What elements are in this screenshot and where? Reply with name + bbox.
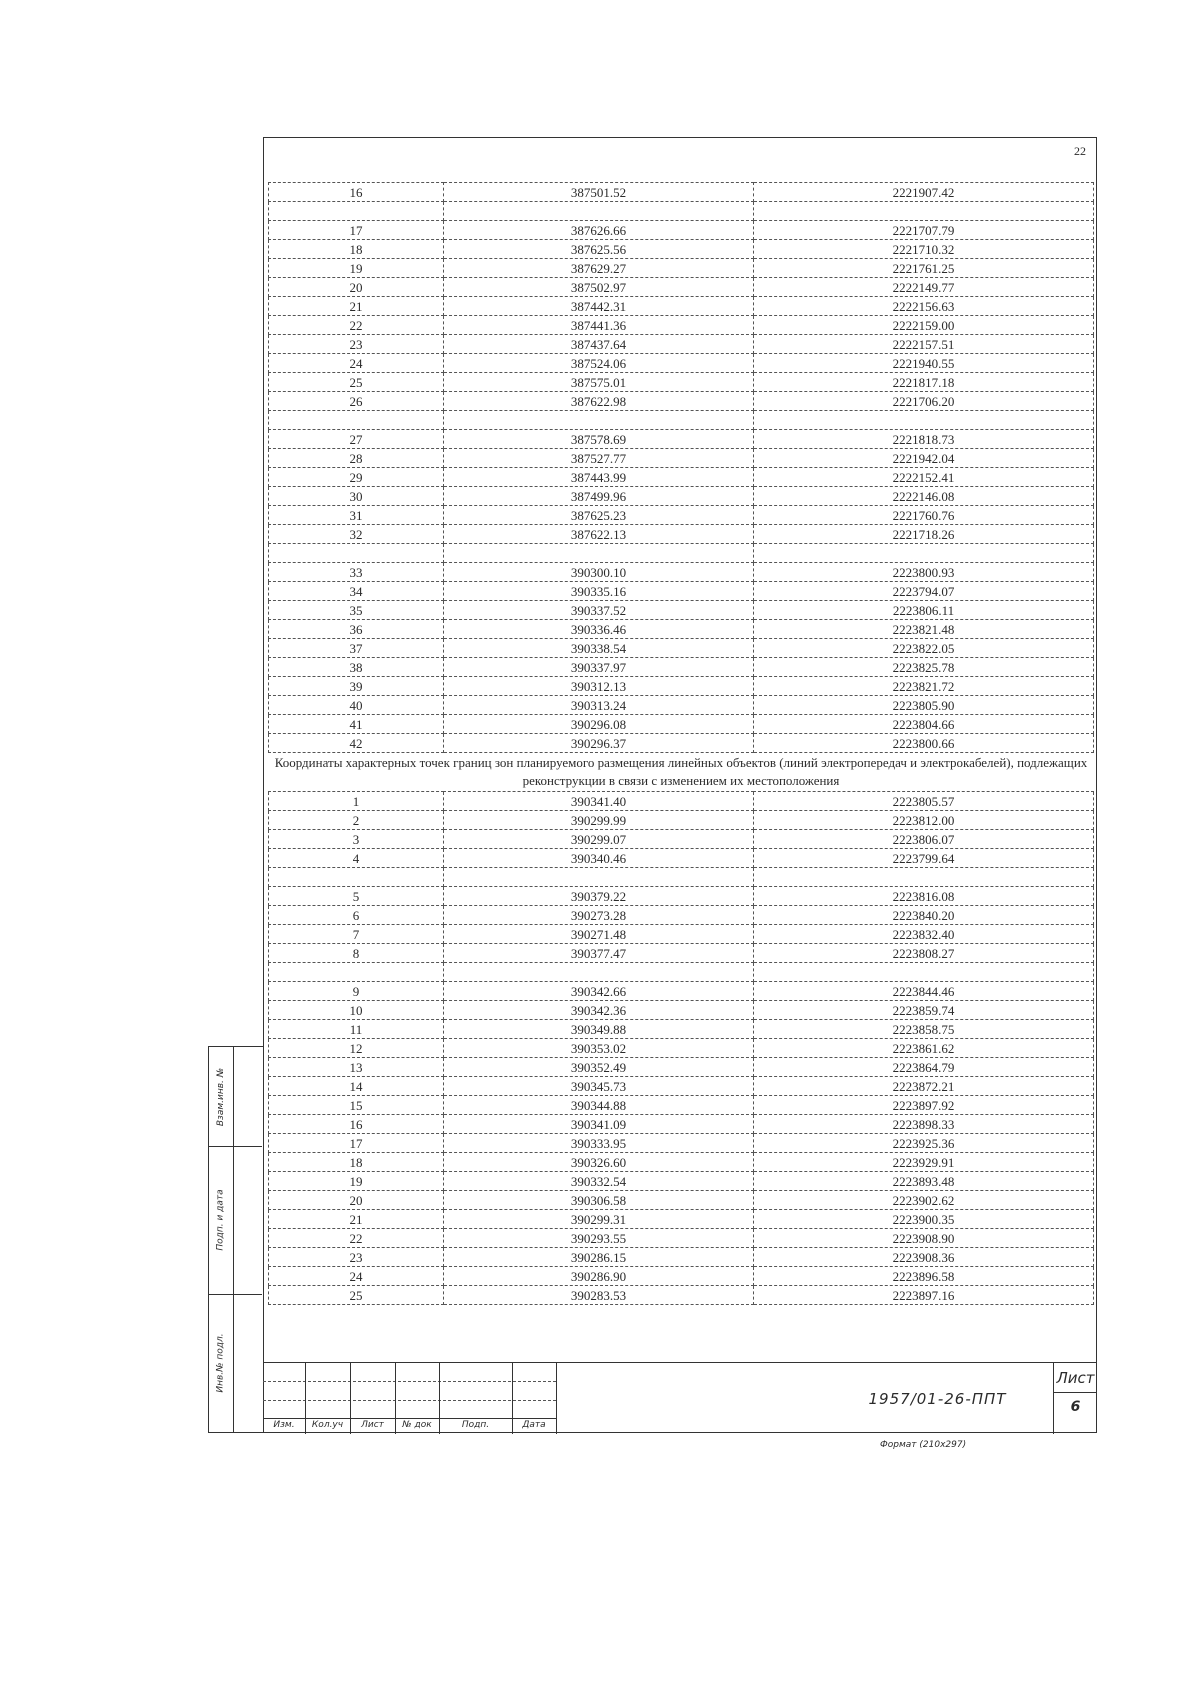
- point-number: 23: [269, 1248, 444, 1267]
- table-row: [269, 183, 1094, 202]
- point-number: 24: [269, 354, 444, 373]
- y-coordinate: 2221760.76: [754, 506, 1094, 525]
- x-coordinate: 390335.16: [444, 582, 754, 601]
- x-coordinate: 390299.99: [444, 811, 754, 830]
- x-coordinate: 390333.95: [444, 1134, 754, 1153]
- x-coordinate: 390313.24: [444, 696, 754, 715]
- table-row: [269, 582, 1094, 601]
- table-row: [269, 563, 1094, 582]
- x-coordinate: 387443.99: [444, 468, 754, 487]
- point-number: 13: [269, 1058, 444, 1077]
- table-row: [269, 1001, 1094, 1020]
- coordinates-table: [268, 182, 1094, 1305]
- side-label-podp-data: Подп. и дата: [216, 1189, 226, 1251]
- point-number: 19: [269, 1172, 444, 1191]
- x-coordinate: 387441.36: [444, 316, 754, 335]
- y-coordinate: 2221907.42: [754, 183, 1094, 202]
- point-number: 12: [269, 1039, 444, 1058]
- point-number: 42: [269, 734, 444, 753]
- point-number: 22: [269, 1229, 444, 1248]
- table-row: [269, 906, 1094, 925]
- y-coordinate: 2223925.36: [754, 1134, 1094, 1153]
- y-coordinate: 2221942.04: [754, 449, 1094, 468]
- sheet-number: 6: [1070, 1399, 1081, 1415]
- table-row: [269, 696, 1094, 715]
- x-coordinate: 387622.98: [444, 392, 754, 411]
- x-coordinate: 387622.13: [444, 525, 754, 544]
- point-number: 41: [269, 715, 444, 734]
- table-row: [269, 1286, 1094, 1305]
- table-row: [269, 1210, 1094, 1229]
- y-coordinate: 2223806.07: [754, 830, 1094, 849]
- y-coordinate: 2221707.79: [754, 221, 1094, 240]
- y-coordinate: 2223805.57: [754, 792, 1094, 811]
- x-coordinate: 390352.49: [444, 1058, 754, 1077]
- y-coordinate: 2222157.51: [754, 335, 1094, 354]
- stamp-col-data: Дата: [522, 1420, 546, 1430]
- point-number: 17: [269, 1134, 444, 1153]
- y-coordinate: 2222146.08: [754, 487, 1094, 506]
- point-number: 20: [269, 278, 444, 297]
- x-coordinate: 390342.36: [444, 1001, 754, 1020]
- y-coordinate: 2222149.77: [754, 278, 1094, 297]
- point-number: 11: [269, 1020, 444, 1039]
- table-row: [269, 1096, 1094, 1115]
- y-coordinate: 2223893.48: [754, 1172, 1094, 1191]
- y-coordinate: 2223808.27: [754, 944, 1094, 963]
- x-coordinate: 390283.53: [444, 1286, 754, 1305]
- side-label-vzam-inv: Взам.инв. №: [216, 1067, 226, 1126]
- title-block: [263, 1362, 1097, 1434]
- y-coordinate: 2223858.75: [754, 1020, 1094, 1039]
- x-coordinate: 390299.07: [444, 830, 754, 849]
- point-number: 7: [269, 925, 444, 944]
- x-coordinate: 387578.69: [444, 430, 754, 449]
- table-row: [269, 240, 1094, 259]
- y-coordinate: 2223929.91: [754, 1153, 1094, 1172]
- x-coordinate: [444, 963, 754, 982]
- table-row: [269, 658, 1094, 677]
- table-row: [269, 525, 1094, 544]
- table-row: [269, 639, 1094, 658]
- y-coordinate: 2223902.62: [754, 1191, 1094, 1210]
- table-row: [269, 202, 1094, 221]
- x-coordinate: 390326.60: [444, 1153, 754, 1172]
- x-coordinate: 390340.46: [444, 849, 754, 868]
- y-coordinate: 2223821.72: [754, 677, 1094, 696]
- y-coordinate: [754, 411, 1094, 430]
- section-heading: Координаты характерных точек границ зон планируемого размещения линейных объектов (линий электропередач и электрокабелей), подлежащих реконструкции в связи с изменением их местоположения: [269, 753, 1094, 792]
- x-coordinate: 390332.54: [444, 1172, 754, 1191]
- table-row: [269, 601, 1094, 620]
- x-coordinate: 390342.66: [444, 982, 754, 1001]
- x-coordinate: 390293.55: [444, 1229, 754, 1248]
- x-coordinate: 390296.37: [444, 734, 754, 753]
- x-coordinate: 390338.54: [444, 639, 754, 658]
- table-row: [269, 544, 1094, 563]
- point-number: [269, 868, 444, 887]
- y-coordinate: 2221710.32: [754, 240, 1094, 259]
- point-number: 10: [269, 1001, 444, 1020]
- table-row: [269, 925, 1094, 944]
- x-coordinate: 387575.01: [444, 373, 754, 392]
- table-row: [269, 1134, 1094, 1153]
- y-coordinate: 2223908.36: [754, 1248, 1094, 1267]
- table-row: [269, 849, 1094, 868]
- point-number: 14: [269, 1077, 444, 1096]
- point-number: 25: [269, 373, 444, 392]
- y-coordinate: 2223800.93: [754, 563, 1094, 582]
- table-row: [269, 430, 1094, 449]
- x-coordinate: 387502.97: [444, 278, 754, 297]
- point-number: 5: [269, 887, 444, 906]
- y-coordinate: 2223812.00: [754, 811, 1094, 830]
- table-row: [269, 982, 1094, 1001]
- x-coordinate: 390337.52: [444, 601, 754, 620]
- x-coordinate: 390345.73: [444, 1077, 754, 1096]
- x-coordinate: 387625.23: [444, 506, 754, 525]
- y-coordinate: 2223825.78: [754, 658, 1094, 677]
- x-coordinate: 387629.27: [444, 259, 754, 278]
- point-number: 23: [269, 335, 444, 354]
- table-row: [269, 411, 1094, 430]
- point-number: 17: [269, 221, 444, 240]
- x-coordinate: 390273.28: [444, 906, 754, 925]
- table-row: [269, 1039, 1094, 1058]
- x-coordinate: 390299.31: [444, 1210, 754, 1229]
- y-coordinate: 2223799.64: [754, 849, 1094, 868]
- point-number: 35: [269, 601, 444, 620]
- y-coordinate: [754, 544, 1094, 563]
- x-coordinate: 390271.48: [444, 925, 754, 944]
- table-row: [269, 830, 1094, 849]
- stamp-col-kol-uch: Кол.уч: [311, 1420, 344, 1430]
- table-row: [269, 487, 1094, 506]
- y-coordinate: 2221761.25: [754, 259, 1094, 278]
- table-row: [269, 297, 1094, 316]
- format-note: Формат (210х297): [880, 1440, 967, 1450]
- point-number: 1: [269, 792, 444, 811]
- y-coordinate: 2223897.16: [754, 1286, 1094, 1305]
- y-coordinate: 2223804.66: [754, 715, 1094, 734]
- table-row: [269, 734, 1094, 753]
- x-coordinate: 390341.40: [444, 792, 754, 811]
- stamp-col-list: Лист: [361, 1420, 384, 1430]
- point-number: [269, 202, 444, 221]
- x-coordinate: 390312.13: [444, 677, 754, 696]
- table-row: [269, 620, 1094, 639]
- table-row: [269, 506, 1094, 525]
- table-row: [269, 278, 1094, 297]
- point-number: 22: [269, 316, 444, 335]
- table-row: [269, 715, 1094, 734]
- table-row: [269, 354, 1094, 373]
- y-coordinate: 2223900.35: [754, 1210, 1094, 1229]
- y-coordinate: 2221817.18: [754, 373, 1094, 392]
- point-number: 19: [269, 259, 444, 278]
- table-row: [269, 811, 1094, 830]
- table-row: [269, 1077, 1094, 1096]
- sheet-label: Лист: [1054, 1365, 1097, 1393]
- table-row: [269, 1020, 1094, 1039]
- x-coordinate: 390349.88: [444, 1020, 754, 1039]
- table-row: [269, 221, 1094, 240]
- stamp-col-izm: Изм.: [273, 1420, 295, 1430]
- y-coordinate: 2223859.74: [754, 1001, 1094, 1020]
- y-coordinate: 2223864.79: [754, 1058, 1094, 1077]
- point-number: 27: [269, 430, 444, 449]
- x-coordinate: 387499.96: [444, 487, 754, 506]
- x-coordinate: [444, 411, 754, 430]
- y-coordinate: 2223821.48: [754, 620, 1094, 639]
- point-number: [269, 411, 444, 430]
- table-row: [269, 392, 1094, 411]
- x-coordinate: [444, 868, 754, 887]
- x-coordinate: 390286.90: [444, 1267, 754, 1286]
- table-row: [269, 1229, 1094, 1248]
- x-coordinate: 387524.06: [444, 354, 754, 373]
- x-coordinate: 390341.09: [444, 1115, 754, 1134]
- point-number: 6: [269, 906, 444, 925]
- table-row: [269, 373, 1094, 392]
- point-number: 18: [269, 240, 444, 259]
- stamp-col-doc: № док: [402, 1420, 432, 1430]
- x-coordinate: 387501.52: [444, 183, 754, 202]
- point-number: 36: [269, 620, 444, 639]
- table-row: [269, 1115, 1094, 1134]
- y-coordinate: 2223832.40: [754, 925, 1094, 944]
- table-row: [269, 335, 1094, 354]
- table-row: [269, 1267, 1094, 1286]
- stamp-col-podp: Подп.: [461, 1420, 490, 1430]
- x-coordinate: 390286.15: [444, 1248, 754, 1267]
- x-coordinate: 390379.22: [444, 887, 754, 906]
- table-row: [269, 468, 1094, 487]
- table-row: [269, 792, 1094, 811]
- y-coordinate: 2223822.05: [754, 639, 1094, 658]
- x-coordinate: 390377.47: [444, 944, 754, 963]
- y-coordinate: 2222156.63: [754, 297, 1094, 316]
- section-heading-row: [269, 753, 1094, 792]
- table-row: [269, 1191, 1094, 1210]
- x-coordinate: 390336.46: [444, 620, 754, 639]
- y-coordinate: [754, 202, 1094, 221]
- y-coordinate: 2223805.90: [754, 696, 1094, 715]
- revision-grid: [263, 1363, 556, 1434]
- point-number: 26: [269, 392, 444, 411]
- y-coordinate: 2223816.08: [754, 887, 1094, 906]
- point-number: 25: [269, 1286, 444, 1305]
- point-number: 9: [269, 982, 444, 1001]
- point-number: 29: [269, 468, 444, 487]
- point-number: 37: [269, 639, 444, 658]
- x-coordinate: 390353.02: [444, 1039, 754, 1058]
- y-coordinate: 2223896.58: [754, 1267, 1094, 1286]
- side-signature-strip: [208, 1046, 263, 1433]
- y-coordinate: 2223861.62: [754, 1039, 1094, 1058]
- x-coordinate: 387437.64: [444, 335, 754, 354]
- x-coordinate: 387442.31: [444, 297, 754, 316]
- table-row: [269, 1172, 1094, 1191]
- point-number: 3: [269, 830, 444, 849]
- y-coordinate: 2222159.00: [754, 316, 1094, 335]
- table-row: [269, 868, 1094, 887]
- table-row: [269, 944, 1094, 963]
- x-coordinate: 387625.56: [444, 240, 754, 259]
- y-coordinate: 2221706.20: [754, 392, 1094, 411]
- y-coordinate: 2223800.66: [754, 734, 1094, 753]
- y-coordinate: 2223840.20: [754, 906, 1094, 925]
- page-number: 22: [1074, 144, 1086, 158]
- document-code: 1957/01-26-ППТ: [556, 1363, 1200, 1434]
- y-coordinate: 2221718.26: [754, 525, 1094, 544]
- point-number: 28: [269, 449, 444, 468]
- table-row: [269, 677, 1094, 696]
- x-coordinate: [444, 544, 754, 563]
- point-number: 20: [269, 1191, 444, 1210]
- point-number: [269, 544, 444, 563]
- point-number: 40: [269, 696, 444, 715]
- point-number: 34: [269, 582, 444, 601]
- point-number: 32: [269, 525, 444, 544]
- sheet-box: [1053, 1363, 1097, 1434]
- point-number: 31: [269, 506, 444, 525]
- point-number: 2: [269, 811, 444, 830]
- point-number: 21: [269, 297, 444, 316]
- point-number: 18: [269, 1153, 444, 1172]
- point-number: 38: [269, 658, 444, 677]
- x-coordinate: [444, 202, 754, 221]
- x-coordinate: 390344.88: [444, 1096, 754, 1115]
- point-number: 16: [269, 183, 444, 202]
- table-row: [269, 1058, 1094, 1077]
- x-coordinate: 390296.08: [444, 715, 754, 734]
- point-number: 33: [269, 563, 444, 582]
- table-row: [269, 1248, 1094, 1267]
- y-coordinate: 2223806.11: [754, 601, 1094, 620]
- point-number: 21: [269, 1210, 444, 1229]
- y-coordinate: [754, 963, 1094, 982]
- table-row: [269, 316, 1094, 335]
- x-coordinate: 390306.58: [444, 1191, 754, 1210]
- x-coordinate: 390300.10: [444, 563, 754, 582]
- x-coordinate: 387626.66: [444, 221, 754, 240]
- side-label-inv-podl: Инв.№ подл.: [216, 1333, 227, 1393]
- point-number: 39: [269, 677, 444, 696]
- y-coordinate: [754, 868, 1094, 887]
- point-number: 15: [269, 1096, 444, 1115]
- point-number: 8: [269, 944, 444, 963]
- table-row: [269, 259, 1094, 278]
- y-coordinate: 2223844.46: [754, 982, 1094, 1001]
- y-coordinate: 2222152.41: [754, 468, 1094, 487]
- y-coordinate: 2223872.21: [754, 1077, 1094, 1096]
- y-coordinate: 2223897.92: [754, 1096, 1094, 1115]
- point-number: 24: [269, 1267, 444, 1286]
- table-row: [269, 887, 1094, 906]
- y-coordinate: 2223898.33: [754, 1115, 1094, 1134]
- point-number: 16: [269, 1115, 444, 1134]
- x-coordinate: 387527.77: [444, 449, 754, 468]
- y-coordinate: 2223908.90: [754, 1229, 1094, 1248]
- point-number: [269, 963, 444, 982]
- x-coordinate: 390337.97: [444, 658, 754, 677]
- y-coordinate: 2221818.73: [754, 430, 1094, 449]
- y-coordinate: 2221940.55: [754, 354, 1094, 373]
- table-row: [269, 449, 1094, 468]
- y-coordinate: 2223794.07: [754, 582, 1094, 601]
- table-row: [269, 1153, 1094, 1172]
- table-row: [269, 963, 1094, 982]
- point-number: 30: [269, 487, 444, 506]
- point-number: 4: [269, 849, 444, 868]
